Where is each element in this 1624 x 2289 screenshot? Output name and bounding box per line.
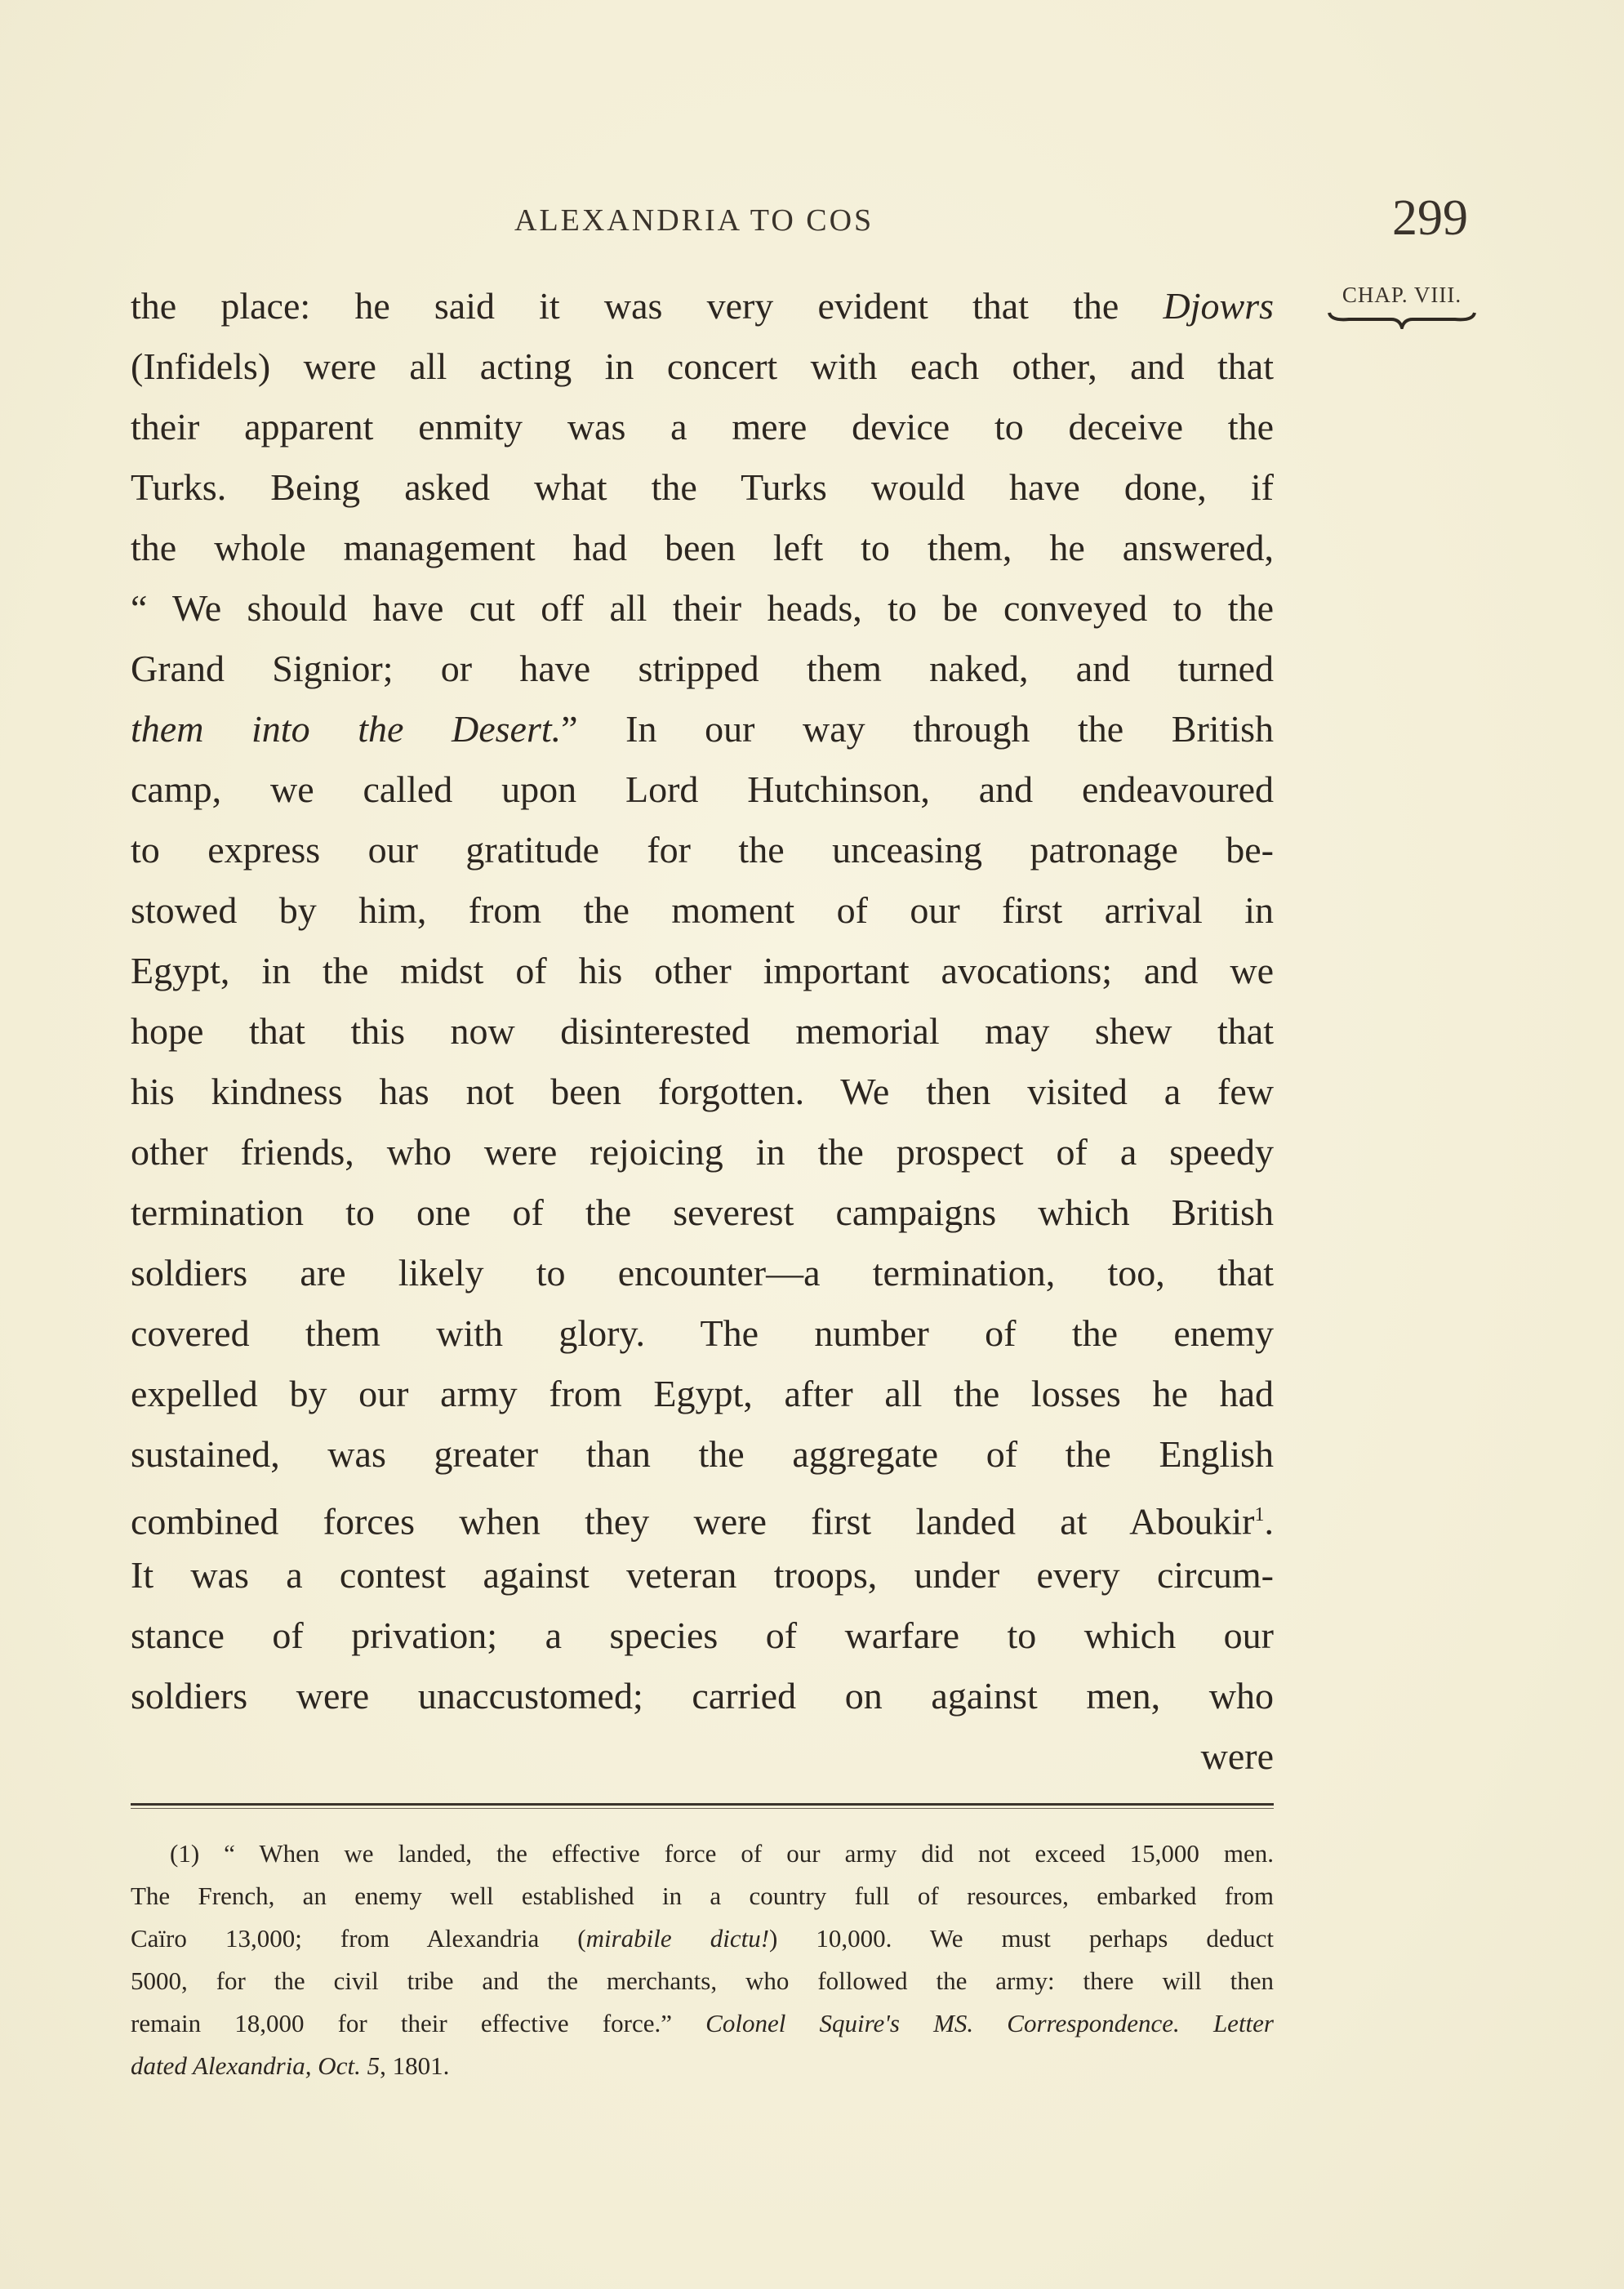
footnote-line: 5000, for the civil tribe and the merchants, who followed the army: there will then — [131, 1966, 1274, 1995]
footnote-rule — [131, 1803, 1274, 1806]
text-line: Egypt, in the midst of his other important avocations; and we — [131, 950, 1274, 991]
body-text — [131, 276, 1274, 1787]
text-line: Turks. Being asked what the Turks would have done, if — [131, 466, 1274, 508]
text-line: stance of privation; a species of warfare to which our — [131, 1614, 1274, 1656]
text-line: them into the Desert.” In our way through the British — [131, 708, 1274, 750]
text-line: camp, we called upon Lord Hutchinson, and endeavoured — [131, 768, 1274, 810]
footnote-line: (1) “ When we landed, the effective force of our army did not exceed 15,000 men. — [170, 1839, 1274, 1868]
footnote-line: remain 18,000 for their effective force.” Colonel Squire's MS. Correspondence. Letter — [131, 2009, 1274, 2037]
footnote-ref: 1 — [1254, 1504, 1265, 1525]
text-line: Grand Signior; or have stripped them naked, and turned — [131, 648, 1274, 689]
footnote-rule-thin — [131, 1808, 1274, 1809]
text-line: covered them with glory. The number of the enemy — [131, 1312, 1274, 1354]
brace-ornament-icon — [1324, 310, 1479, 329]
text-line: the place: he said it was very evident that the Djowrs — [131, 285, 1274, 327]
text-line: his kindness has not been forgotten. We then visited a few — [131, 1071, 1274, 1112]
catchword: were — [1200, 1735, 1274, 1777]
text-line: (Infidels) were all acting in concert with each other, and that — [131, 345, 1274, 387]
page-number: 299 — [1392, 190, 1468, 246]
text-line: “ We should have cut off all their heads, to be conveyed to the — [131, 587, 1274, 629]
chapter-marginal-note — [1324, 283, 1479, 329]
text-line: It was a contest against veteran troops, under every circum- — [131, 1554, 1274, 1596]
text-line: soldiers are likely to encounter—a termination, too, that — [131, 1252, 1274, 1294]
text-line: termination to one of the severest campaigns which British — [131, 1191, 1274, 1233]
running-head: ALEXANDRIA TO COS — [514, 203, 874, 238]
text-line: hope that this now disinterested memorial may shew that — [131, 1010, 1274, 1052]
text-line: stowed by him, from the moment of our first arrival in — [131, 889, 1274, 931]
text-line: sustained, was greater than the aggregate of the English — [131, 1433, 1274, 1475]
text-line: other friends, who were rejoicing in the prospect of a speedy — [131, 1131, 1274, 1173]
text-line: the whole management had been left to them, he answered, — [131, 527, 1274, 568]
text-line: expelled by our army from Egypt, after all the losses he had — [131, 1373, 1274, 1414]
footnote — [131, 1833, 1274, 2087]
text-line: to express our gratitude for the unceasing patronage be- — [131, 829, 1274, 871]
footnote-line: dated Alexandria, Oct. 5, 1801. — [131, 2051, 450, 2080]
text-line: combined forces when they were first landed at Aboukir$^1$. — [131, 1500, 1274, 1543]
text-line: their apparent enmity was a mere device to deceive the — [131, 406, 1274, 448]
footnote-line: Caïro 13,000; from Alexandria (mirabile dictu!) 10,000. We must perhaps deduct — [131, 1924, 1274, 1953]
chapter-label: CHAP. VIII. — [1341, 283, 1462, 307]
footnote-line: The French, an enemy well established in a country full of resources, embarked from — [131, 1882, 1274, 1910]
text-line: soldiers were unaccustomed; carried on against men, who — [131, 1675, 1274, 1717]
